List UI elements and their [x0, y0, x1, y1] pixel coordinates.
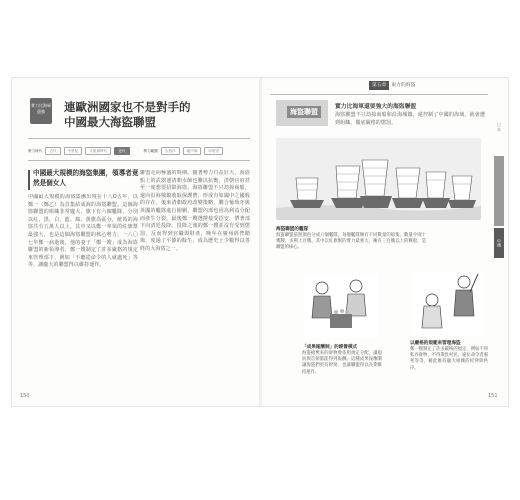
body-column-2: 聯盟走向極盛的時期。隨著勢力日益壯大，海盜船上的武器連清朝水師也難以抗衡，清朝官府甚至一度想要招降海盜。海盜聯盟不只劫掠商船，還向沿海城鎮收取保護費，形成有如國中之國般的存在。後來清朝政府改變策略，聯合葡萄牙與英國的艦隊進行圍剿，聯盟內部也因為利益分配而產生分裂，最後鄭一嫂選擇接受招安，帶著部下向清廷投降。投降之後的鄭一嫂並沒有受到懲罰，反而得到官職與財產，晚年在廣州經營賭場，度過了平靜的餘生，成為歷史上少數得以善終的大海盜之一。 — [140, 170, 250, 252]
pirates-image — [304, 274, 378, 338]
page-number-left: 150 — [20, 393, 30, 399]
side-index-tab — [494, 156, 504, 226]
region-label: 勢力範圍 — [143, 148, 158, 153]
header-rule — [270, 94, 488, 95]
fig2-caption: 海盜搶奪來的財物會依照規定分配，讓船員與首領都能得到報酬。這種成果報酬制讓海盜們更有幹勁，也讓聯盟得以長期維持運作。 — [302, 351, 382, 375]
region-pill: 地中海 — [183, 147, 202, 155]
era-pill-active: 近代 — [114, 147, 129, 155]
era-pill: 古代 — [45, 147, 60, 155]
chapter-header — [369, 81, 447, 90]
side-index-text: 日本 — [497, 123, 502, 132]
meta-row — [28, 146, 250, 156]
loot-sharing-illustration — [304, 274, 378, 338]
era-pill: 中世紀 — [64, 147, 83, 155]
book-spine — [259, 78, 262, 406]
loot-caption — [302, 344, 382, 376]
title-line-2: 中國最大海盜聯盟 — [64, 115, 156, 129]
page-title — [64, 100, 244, 130]
region-pill: 印度洋 — [204, 147, 223, 155]
topic-badge: 實力比海軍還強 — [30, 98, 52, 124]
chapter-label: 第五章 — [369, 81, 389, 90]
divider — [28, 160, 250, 161]
section-badge-label: 海盜聯盟 — [287, 106, 321, 118]
era-pill: 大航海時代 — [85, 147, 111, 155]
fig2-title: 「成果報酬制」的經營模式 — [302, 345, 358, 350]
fleet-illustration — [276, 138, 481, 220]
fig1-caption: 海盜聯盟依照顏色分成六個艦隊，每個艦隊擁有不同數量的船隻，數量少則十幾艘，多則上百艘。其中以紅旗幫的實力最強大，擁有三百艘以上的戰船，是聯盟的核心。 — [276, 233, 426, 251]
discipline-illustration — [410, 272, 484, 336]
fig3-title: 以嚴格的規範來管理海盜 — [410, 341, 461, 346]
side-index-tab-active: 中國 — [494, 228, 504, 258]
heading-bar — [28, 170, 30, 190]
fig1-title: 海盜聯盟的艦隊 — [276, 227, 309, 232]
section-heading: 中國最大規模的海盜集團，領導者竟然是個女人 — [33, 169, 139, 187]
page-number-right: 151 — [488, 393, 498, 399]
fig3-caption: 鄭一嫂制定了許多嚴格的規定，例如不得私吞財物、不得欺負村民、違抗命令者處死等等，藉此維持龐大組織的紀律與秩序。 — [410, 347, 488, 371]
region-pill: 大西洋 — [161, 147, 180, 155]
discipline-caption — [410, 340, 488, 372]
section-badge — [276, 100, 328, 126]
punishment-image — [410, 272, 484, 336]
intro-text: 海盜聯盟不只劫掠商船和沿海城鎮，還控制了中國的海域，就會遭到組織、徹底嚴格的懲罰。 — [335, 112, 485, 126]
body-column-1: 中國最大規模的海盜集團出現在十八O五年，以鄭一（鄭乙）為首集結成海的海盜聯盟，這個海盜聯盟的組織非常龐大，旗下有六個艦隊，分別以紅、黑、白、藍、綠、黃旗為區分，統領的海盜共有五萬人以上，其中又以鄭一率領的紅旗幫最強大，也是這個海盜聯盟的核心勢力。一八〇七年鄭一病逝後，他的妻子「鄭一嫂」成為海盜聯盟的新領導者，鄭一嫂制定了許多嚴格的規定來管理部下，例如「不聽從命令的人就處死」等等，讓龐大的聯盟得以維持運作。 — [28, 194, 138, 269]
divider — [28, 138, 250, 139]
fleet-caption — [276, 226, 426, 252]
junk-ships-image — [276, 138, 481, 220]
chapter-title: 東方的海盜 — [391, 83, 416, 88]
section-subtitle: 實力比海軍還要強大的海盜聯盟 — [335, 104, 417, 110]
era-label: 勢力時代 — [28, 148, 43, 153]
book-spread — [12, 78, 508, 406]
title-line-1: 連歐洲國家也不是對手的 — [64, 100, 191, 114]
